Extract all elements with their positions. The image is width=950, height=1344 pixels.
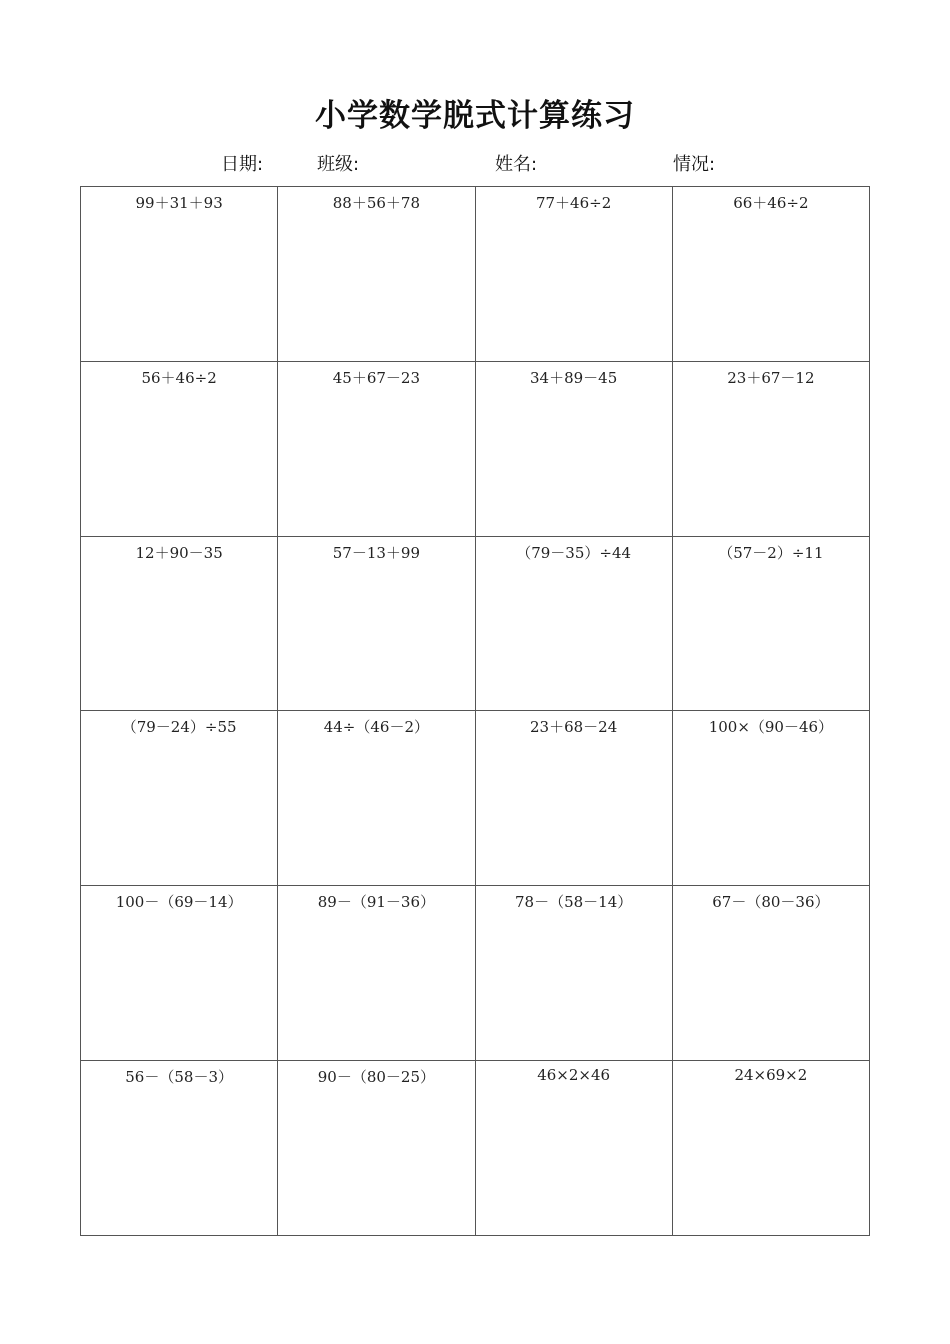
- problem-cell: 99＋31＋93: [81, 187, 278, 362]
- status-label: 情况:: [673, 154, 716, 175]
- problem-cell: 23＋67－12: [673, 362, 870, 537]
- problem-cell: 12＋90－35: [81, 537, 278, 712]
- problem-cell: 88＋56＋78: [278, 187, 475, 362]
- problem-cell: 44÷（46－2）: [278, 711, 475, 886]
- problem-cell: 56＋46÷2: [81, 362, 278, 537]
- problem-cell: （79－24）÷55: [81, 711, 278, 886]
- problem-cell: 56－（58－3）: [81, 1061, 278, 1236]
- problem-cell: 77＋46÷2: [476, 187, 673, 362]
- date-label: 日期:: [221, 154, 264, 175]
- class-label: 班级:: [317, 154, 360, 175]
- problem-cell: 57－13＋99: [278, 537, 475, 712]
- problem-cell: 90－（80－25）: [278, 1061, 475, 1236]
- page-title: 小学数学脱式计算练习: [315, 98, 635, 134]
- problem-cell: 34＋89－45: [476, 362, 673, 537]
- problem-cell: 45＋67－23: [278, 362, 475, 537]
- problem-cell: 100×（90－46）: [673, 711, 870, 886]
- problem-cell: 100－（69－14）: [81, 886, 278, 1061]
- problem-grid: [80, 186, 870, 1236]
- problem-cell: （79－35）÷44: [476, 537, 673, 712]
- problem-cell: 89－（91－36）: [278, 886, 475, 1061]
- problem-cell: 66＋46÷2: [673, 187, 870, 362]
- name-label: 姓名:: [495, 154, 538, 175]
- problem-cell: （57－2）÷11: [673, 537, 870, 712]
- problem-cell: 46×2×46: [476, 1061, 673, 1236]
- problem-cell: 24×69×2: [673, 1061, 870, 1236]
- problem-cell: 78－（58－14）: [476, 886, 673, 1061]
- problem-cell: 23＋68－24: [476, 711, 673, 886]
- problem-cell: 67－（80－36）: [673, 886, 870, 1061]
